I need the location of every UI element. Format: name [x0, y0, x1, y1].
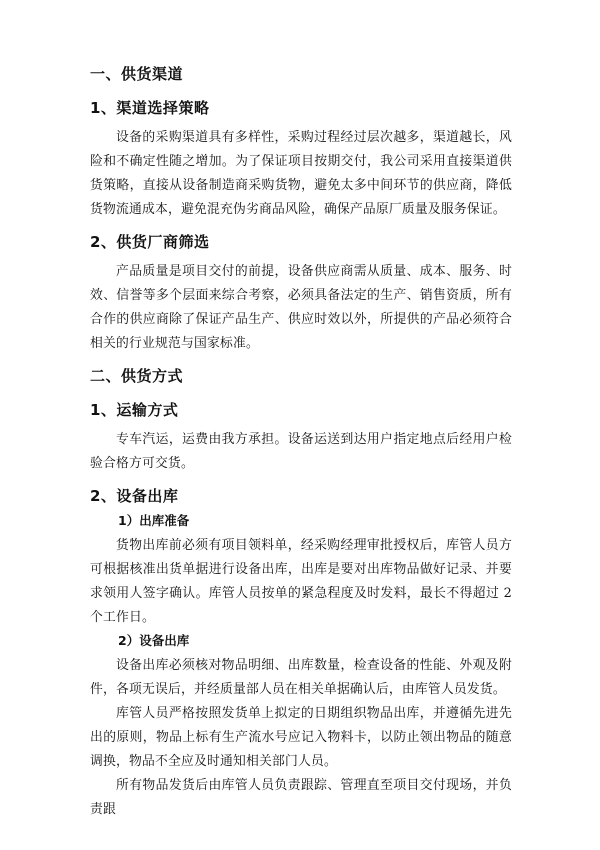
paragraph-transport-method: 专车汽运，运费由我方承担。设备运送到达用户指定地点后经用户检验合格方可交货。 — [90, 432, 512, 471]
subheading-supplier-screening: 2、供货厂商筛选 — [90, 233, 210, 251]
item-heading-outbound-preparation: 1）出库准备 — [118, 513, 190, 528]
paragraph-channel-strategy: 设备的采购渠道具有多样性，采购过程经过层次越多，渠道越长，风险和不确定性随之增加。为了保证项目按期交付，我公司采用直接渠道供货策略，直接从设备制造商采购货物，避免太多中间环节的供应商，降低货物流通成本，避免混充伪劣商品风险，确保产品原厂质量及服务保证。 — [90, 130, 512, 217]
subheading-transport-method: 1、运输方式 — [90, 401, 179, 419]
item-heading-equipment-outbound: 2）设备出库 — [118, 633, 190, 648]
subheading-channel-strategy: 1、渠道选择策略 — [90, 99, 210, 117]
paragraph-supplier-screening: 产品质量是项目交付的前提，设备供应商需从质量、成本、服务、时效、信誉等多个层面来综合考察，必须具备法定的生产、销售资质，所有合作的供应商除了保证产品生产、供应时效以外，所提供的产品必须符合相关的行业规范与国家标准。 — [90, 264, 512, 351]
subheading-equipment-outbound: 2、设备出库 — [90, 487, 179, 505]
paragraph-outbound-tracking: 所有物品发货后由库管人员负责跟踪、管理直至项目交付现场，并负责跟 — [90, 778, 512, 817]
paragraph-outbound-order: 库管人员严格按照发货单上拟定的日期组织物品出库，并遵循先进先出的原则，物品上标有生产流水号应记入物料卡，以防止领出物品的随意调换，物品不全应及时通知相关部门人员。 — [90, 706, 512, 769]
paragraph-outbound-preparation: 货物出库前必须有项目领料单，经采购经理审批授权后，库管人员方可根据核准出货单据进行设备出库，出库是要对出库物品做好记录、并要求领用人签字确认。库管人员按单的紧急程度及时发料，最长不得超过 2 个工作日。 — [90, 538, 512, 625]
section-heading-supply-method: 二、供货方式 — [90, 367, 184, 385]
paragraph-outbound-check: 设备出库必须核对物品明细、出库数量，检查设备的性能、外观及附件，各项无误后，并经质量部人员在相关单据确认后，由库管人员发货。 — [90, 658, 512, 697]
section-heading-supply-channel: 一、供货渠道 — [90, 65, 184, 83]
